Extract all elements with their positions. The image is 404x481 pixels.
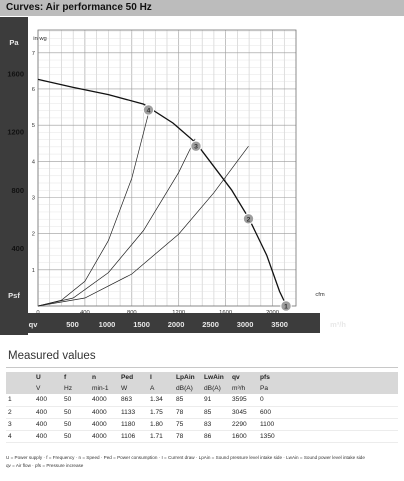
- x-tick-label: 2000: [266, 310, 279, 316]
- operating-point-label: 2: [246, 216, 251, 224]
- unit-cell: Pa: [258, 383, 398, 394]
- table-cell: 3045: [230, 406, 258, 418]
- y-tick-label: 400: [11, 243, 24, 253]
- system-curve: [38, 110, 149, 306]
- unit-cell: dB(A): [202, 383, 230, 394]
- header-cell: Ped: [119, 372, 148, 383]
- header-cell: U: [34, 372, 62, 383]
- x2-unit-label: m³/h: [330, 320, 346, 329]
- x2-tick-label: 2000: [167, 320, 185, 329]
- y2-tick-label: 2: [31, 231, 35, 238]
- table-cell: 83: [202, 418, 230, 430]
- y-tick-label: 1200: [7, 127, 24, 137]
- unit-cell: V: [34, 383, 62, 394]
- table-row: [6, 418, 398, 430]
- table-row: [6, 406, 398, 418]
- header-cell: f: [62, 372, 90, 383]
- table-cell: 1.80: [148, 418, 174, 430]
- x2-tick-label: 2500: [202, 320, 219, 329]
- legend-text: [6, 454, 398, 470]
- table-cell: 400: [34, 431, 62, 443]
- table-cell: 1106: [119, 431, 148, 443]
- table-cell: 50: [62, 418, 90, 430]
- table-cell: 863: [119, 394, 148, 406]
- table-cell: 85: [202, 406, 230, 418]
- y-tick-label: 800: [11, 185, 24, 195]
- operating-point-label: 1: [284, 303, 288, 311]
- x2-tick-label: 500: [66, 320, 79, 329]
- table-cell: 78: [174, 431, 202, 443]
- y-unit-label: Pa: [9, 38, 19, 47]
- y2-tick-label: 5: [31, 123, 35, 130]
- x2-axis-label: qv: [28, 320, 38, 329]
- table-cell: 50: [62, 406, 90, 418]
- table-cell: 50: [62, 431, 90, 443]
- table-cell: 1: [6, 394, 34, 406]
- table-cell: 4000: [90, 431, 119, 443]
- x2-tick-label: 1500: [133, 320, 150, 329]
- table-cell: 2290: [230, 418, 258, 430]
- legend-line: U = Power supply · f = Frequency · n = Speed · Ped = Power consumption · I = Current draw · LpAin = Sound pressure level intake side · LwAin = Sound power level intake side: [6, 455, 365, 460]
- y2-tick-label: 6: [31, 86, 35, 93]
- unit-cell: m³/h: [230, 383, 258, 394]
- measured-values-title: Measured values: [8, 350, 96, 362]
- table-cell: 3595: [230, 394, 258, 406]
- y-tick-label: 1600: [7, 69, 24, 79]
- table-cell: 1.71: [148, 431, 174, 443]
- table-cell: 4000: [90, 394, 119, 406]
- table-unit-row: [6, 383, 398, 394]
- header-cell: pfs: [258, 372, 398, 383]
- unit-cell: Hz: [62, 383, 90, 394]
- table-cell: 1.75: [148, 406, 174, 418]
- x-tick-label: 1200: [172, 310, 186, 316]
- x-tick-label: 0: [36, 310, 40, 316]
- unit-cell: W: [119, 383, 148, 394]
- table-cell: 400: [34, 418, 62, 430]
- table-cell: 78: [174, 406, 202, 418]
- table-cell: 75: [174, 418, 202, 430]
- unit-cell: [6, 383, 34, 394]
- table-cell: 91: [202, 394, 230, 406]
- unit-cell: min-1: [90, 383, 119, 394]
- y2-tick-label: 3: [31, 195, 35, 202]
- unit-cell: A: [148, 383, 174, 394]
- table-cell: 86: [202, 431, 230, 443]
- table-header-row: [6, 372, 398, 383]
- operating-point-label: 4: [146, 107, 151, 115]
- table-row: [6, 431, 398, 443]
- table-cell: 2: [6, 406, 34, 418]
- air-performance-chart: [0, 17, 404, 335]
- header-cell: [6, 372, 34, 383]
- y-axis-band: [0, 17, 28, 335]
- x2-tick-label: 3500: [271, 320, 288, 329]
- curves-header: [0, 0, 404, 16]
- x-tick-label: 1600: [219, 310, 233, 316]
- y2-unit-label: in wg: [33, 36, 47, 42]
- table-cell: 1600: [230, 431, 258, 443]
- header-cell: n: [90, 372, 119, 383]
- legend-line: qv = Air flow · pfs = Pressure increase: [6, 463, 84, 468]
- y-axis-label: Psf: [8, 291, 20, 300]
- header-cell: qv: [230, 372, 258, 383]
- y2-tick-label: 4: [31, 159, 35, 166]
- table-row: [6, 394, 398, 406]
- table-cell: 0: [258, 394, 398, 406]
- table-cell: 1100: [258, 418, 398, 430]
- table-cell: 4000: [90, 418, 119, 430]
- unit-cell: dB(A): [174, 383, 202, 394]
- x2-tick-label: 1000: [98, 320, 116, 329]
- x-tick-label: 400: [80, 310, 90, 316]
- y2-tick-label: 7: [31, 50, 35, 57]
- measured-values-table: [6, 372, 398, 443]
- header-cell: LpAin: [174, 372, 202, 383]
- table-cell: 4: [6, 431, 34, 443]
- table-cell: 3: [6, 418, 34, 430]
- operating-point-label: 3: [194, 143, 198, 151]
- table-cell: 400: [34, 406, 62, 418]
- table-cell: 400: [34, 394, 62, 406]
- table-cell: 50: [62, 394, 90, 406]
- y2-tick-label: 1: [31, 267, 35, 274]
- table-cell: 1133: [119, 406, 148, 418]
- curves-title: Curves: Air performance 50 Hz: [6, 2, 152, 13]
- table-cell: 85: [174, 394, 202, 406]
- table-cell: 600: [258, 406, 398, 418]
- table-cell: 1350: [258, 431, 398, 443]
- header-cell: LwAin: [202, 372, 230, 383]
- x2-tick-label: 3000: [236, 320, 254, 329]
- table-cell: 1180: [119, 418, 148, 430]
- table-cell: 1.34: [148, 394, 174, 406]
- x-unit-label: cfm: [315, 292, 325, 298]
- header-cell: I: [148, 372, 174, 383]
- table-cell: 4000: [90, 406, 119, 418]
- divider: [6, 367, 398, 368]
- x-tick-label: 800: [126, 310, 137, 316]
